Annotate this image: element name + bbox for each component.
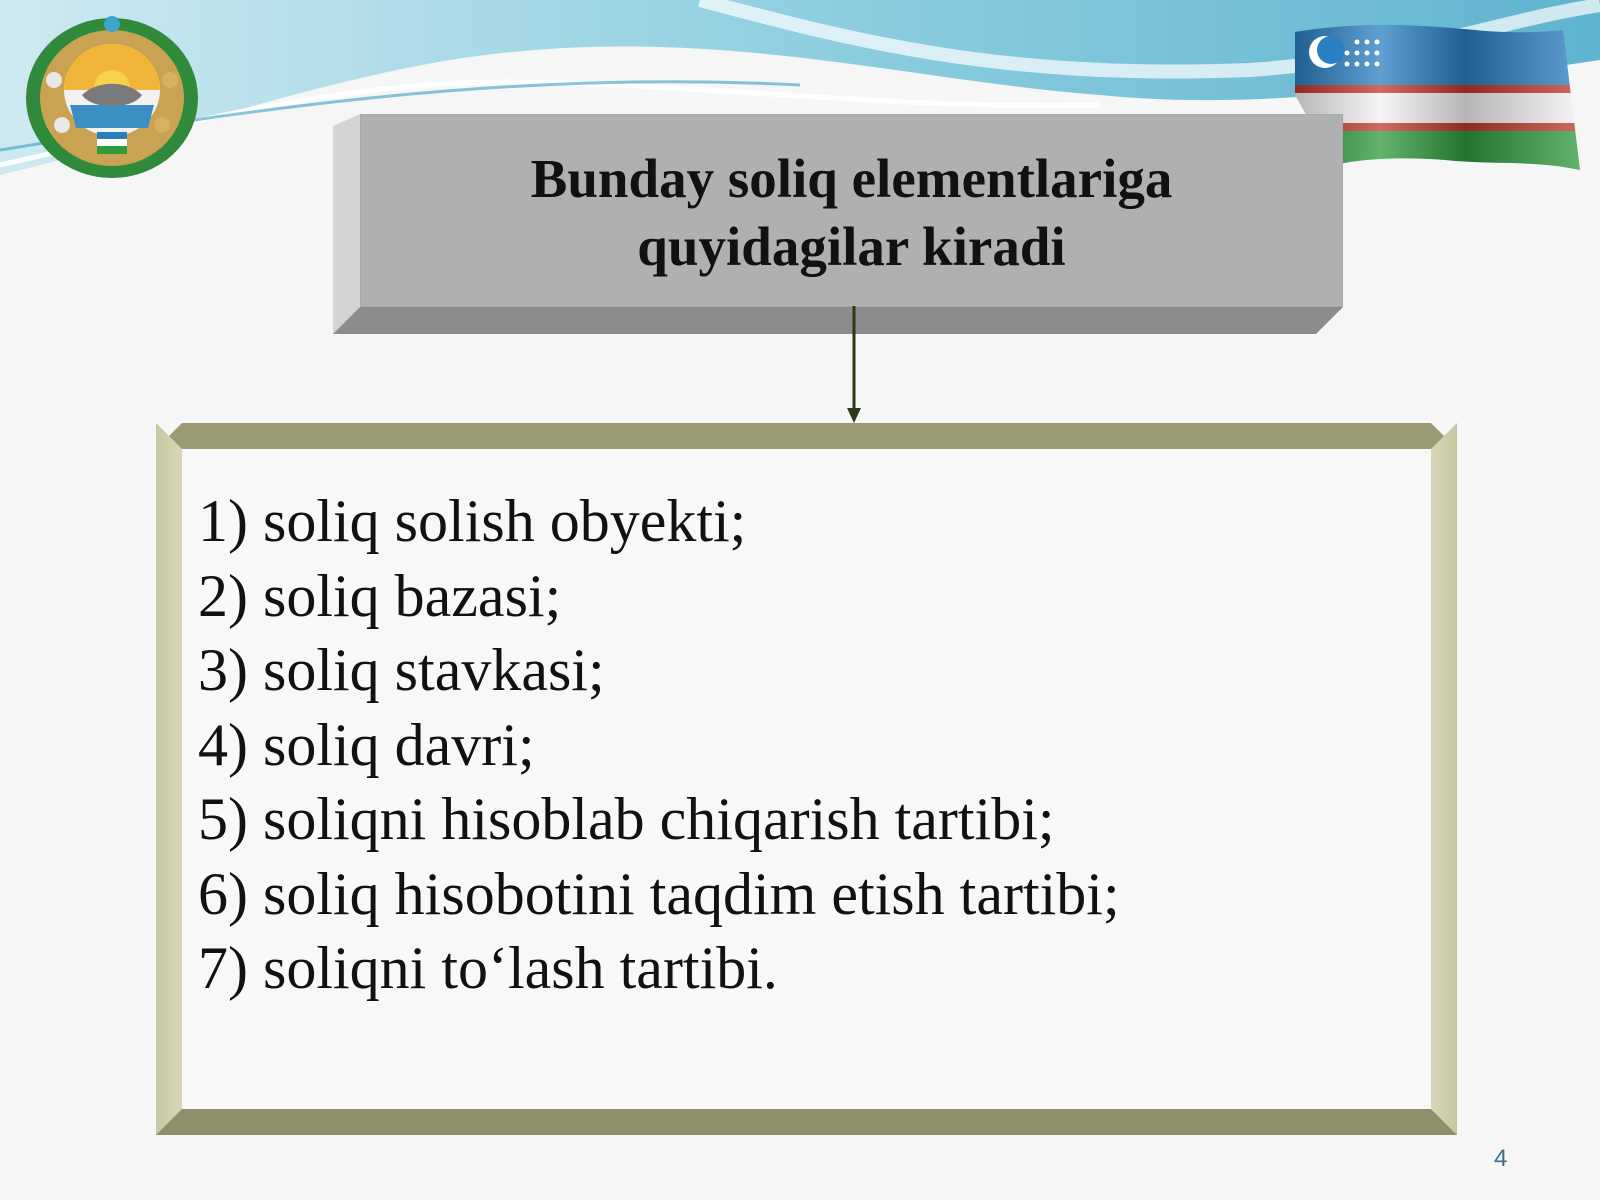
list-frame-bevel-top	[156, 423, 1457, 449]
list-item: 2) soliq bazasi;	[198, 562, 562, 629]
title-box-bevel	[333, 114, 360, 334]
slide-title: Bunday soliq elementlariga quyidagilar kiradi	[530, 148, 1173, 277]
list-item: 1) soliq solish obyekti;	[198, 488, 747, 554]
list-item: 3) soliq stavkasi;	[198, 637, 605, 703]
list-frame-bevel-left	[156, 423, 182, 1135]
list-frame-bevel-bottom	[156, 1109, 1457, 1135]
title-box-bevel-bottom	[333, 307, 1343, 334]
list-item: 4) soliq davri;	[198, 711, 535, 778]
list-item: 7) soliqni to‘lash tartibi.	[198, 935, 778, 1001]
tax-elements-list	[198, 484, 1398, 1006]
down-arrow-icon	[846, 306, 862, 424]
list-frame-bevel-right	[1431, 423, 1457, 1135]
page-number: 4	[1494, 1145, 1508, 1172]
list-item: 5) soliqni hisoblab chiqarish tartibi;	[198, 786, 1055, 852]
list-item: 6) soliq hisobotini taqdim etish tartibi;	[198, 860, 1120, 927]
title-box	[333, 114, 1343, 334]
state-emblem-icon	[22, 10, 202, 180]
